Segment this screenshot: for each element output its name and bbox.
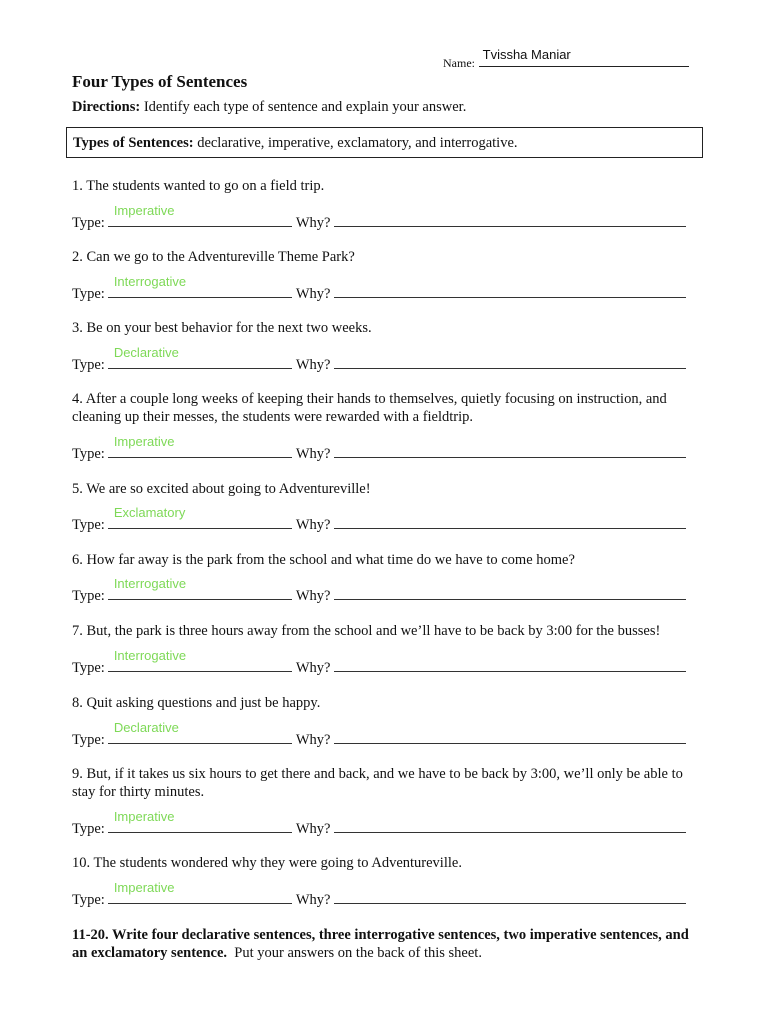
type-field[interactable] — [108, 203, 292, 227]
type-field[interactable] — [108, 576, 292, 600]
type-field[interactable] — [108, 648, 292, 672]
why-label: Why? — [295, 357, 331, 373]
why-label: Why? — [295, 517, 331, 533]
why-label: Why? — [295, 732, 331, 748]
answer-row — [72, 203, 686, 232]
type-answer: Imperative — [113, 880, 175, 895]
why-label: Why? — [295, 660, 331, 676]
name-row — [443, 47, 689, 72]
why-label: Why? — [295, 215, 331, 231]
directions-text: Identify each type of sentence and explain your answer. — [140, 99, 467, 115]
why-label: Why? — [295, 446, 331, 462]
types-text: declarative, imperative, exclamatory, and interrogative. — [193, 134, 518, 151]
type-label: Type: — [72, 821, 105, 837]
why-field[interactable] — [334, 585, 686, 600]
answer-row — [72, 720, 686, 749]
why-field[interactable] — [334, 514, 686, 529]
answer-row — [72, 345, 686, 374]
type-label: Type: — [72, 892, 105, 908]
question-text: 6. How far away is the park from the school and what time do we have to come home? — [72, 552, 575, 568]
why-label: Why? — [295, 588, 331, 604]
type-label: Type: — [72, 357, 105, 373]
why-label: Why? — [295, 892, 331, 908]
type-field[interactable] — [108, 809, 292, 833]
answer-row — [72, 880, 686, 909]
answer-row — [72, 434, 686, 463]
why-field[interactable] — [334, 657, 686, 672]
type-label: Type: — [72, 517, 105, 533]
type-field[interactable] — [108, 880, 292, 904]
question-text: 8. Quit asking questions and just be happy. — [72, 695, 321, 711]
type-label: Type: — [72, 660, 105, 676]
type-answer: Interrogative — [113, 274, 187, 289]
final-instructions — [72, 926, 697, 962]
type-field[interactable] — [108, 720, 292, 744]
type-answer: Interrogative — [113, 576, 187, 591]
type-label: Type: — [72, 588, 105, 604]
type-answer: Exclamatory — [113, 505, 186, 520]
type-answer: Imperative — [113, 434, 175, 449]
types-label: Types of Sentences: — [73, 134, 194, 151]
final-plain: Put your answers on the back of this sheet. — [227, 945, 482, 961]
type-answer: Imperative — [113, 203, 175, 218]
type-answer: Declarative — [113, 345, 179, 360]
question-text: 2. Can we go to the Adventureville Theme Park? — [72, 249, 355, 265]
question-text: 7. But, the park is three hours away from the school and we’ll have to be back by 3:00 for the busses! — [72, 623, 661, 639]
type-answer: Declarative — [113, 720, 179, 735]
question-text: 1. The students wanted to go on a field trip. — [72, 178, 325, 194]
name-label: Name: — [443, 56, 475, 70]
name-field[interactable] — [479, 47, 689, 67]
page-title: Four Types of Sentences — [72, 72, 248, 91]
why-field[interactable] — [334, 354, 686, 369]
types-box — [66, 127, 703, 158]
why-field[interactable] — [334, 729, 686, 744]
type-answer: Interrogative — [113, 648, 187, 663]
question-text: 4. After a couple long weeks of keeping their hands to themselves, quietly focusing on instruction, and cleaning up their messes, the students were rewarded with a fieldtrip. — [72, 391, 667, 425]
name-value: Tvissha Maniar — [482, 47, 571, 62]
answer-row — [72, 648, 686, 677]
why-field[interactable] — [334, 889, 686, 904]
why-field[interactable] — [334, 212, 686, 227]
directions-label: Directions: — [72, 99, 141, 115]
type-field[interactable] — [108, 434, 292, 458]
type-field[interactable] — [108, 274, 292, 298]
question-text: 10. The students wondered why they were going to Adventureville. — [72, 855, 462, 871]
answer-row — [72, 576, 686, 605]
question-text: 3. Be on your best behavior for the next two weeks. — [72, 320, 372, 336]
why-field[interactable] — [334, 443, 686, 458]
final-bold: 11-20. Write four declarative sentences, three interrogative sentences, two imperative sentences, and an exclamatory sentence. — [72, 927, 689, 961]
type-label: Type: — [72, 286, 105, 302]
why-label: Why? — [295, 286, 331, 302]
directions — [72, 98, 466, 116]
why-label: Why? — [295, 821, 331, 837]
type-label: Type: — [72, 732, 105, 748]
type-field[interactable] — [108, 505, 292, 529]
type-field[interactable] — [108, 345, 292, 369]
why-field[interactable] — [334, 283, 686, 298]
type-label: Type: — [72, 215, 105, 231]
answer-row — [72, 505, 686, 534]
answer-row — [72, 809, 686, 838]
question-text: 9. But, if it takes us six hours to get there and back, and we have to be back by 3:00, we’ll only be able to stay for thirty minutes. — [72, 766, 683, 800]
type-answer: Imperative — [113, 809, 175, 824]
why-field[interactable] — [334, 818, 686, 833]
question-text: 5. We are so excited about going to Adventureville! — [72, 481, 371, 497]
answer-row — [72, 274, 686, 303]
type-label: Type: — [72, 446, 105, 462]
